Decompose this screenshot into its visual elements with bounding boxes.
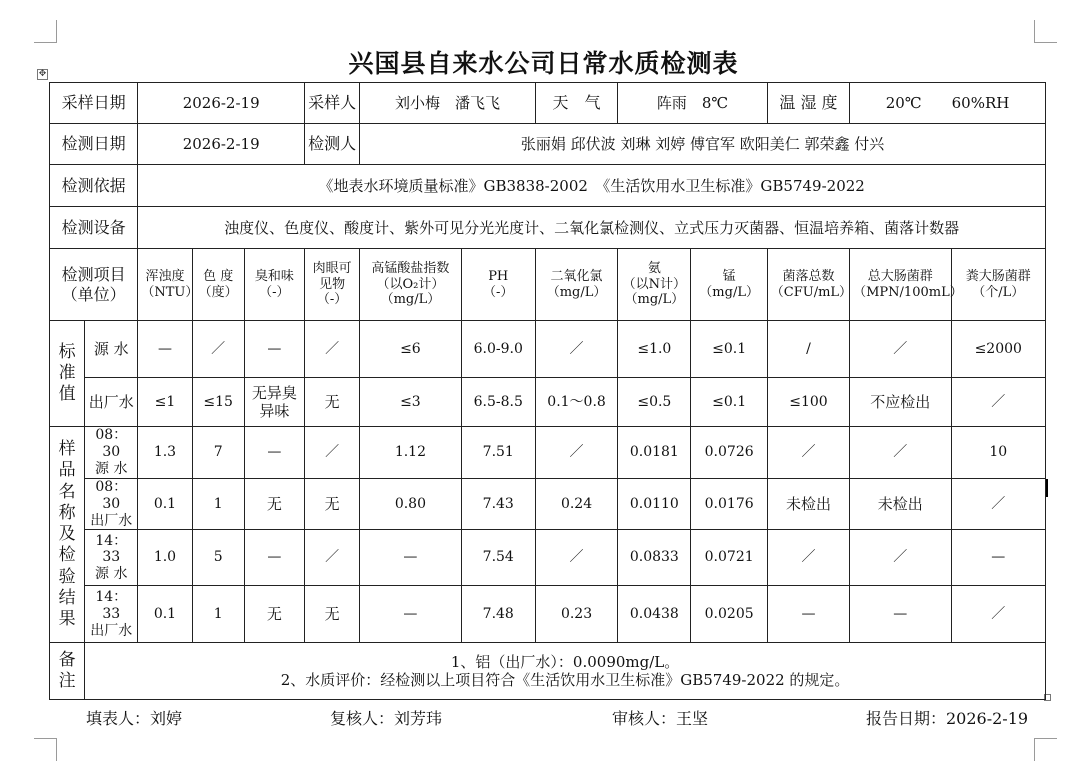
testing-date[interactable]: 2026-2-19 xyxy=(138,124,305,165)
sampling-date-label: 采样日期 xyxy=(50,83,138,124)
page-corner-mark xyxy=(1034,738,1057,761)
header-name-line2: 见物 xyxy=(319,276,346,292)
value-cell[interactable]: 0.0833 xyxy=(618,530,691,586)
value-cell[interactable]: 0.1 xyxy=(138,479,192,530)
header-name: PH xyxy=(488,268,509,284)
value-cell[interactable]: ／ xyxy=(850,427,951,479)
sample-label xyxy=(85,530,138,586)
header-name: 氨 xyxy=(647,261,661,277)
samples-group-text: 样品名称及检验结果 xyxy=(58,439,76,630)
tester-label: 检测人 xyxy=(304,124,359,165)
value-cell[interactable]: 7.51 xyxy=(461,427,535,479)
header-name: 肉眼可 xyxy=(312,261,352,277)
header-name: 锰 xyxy=(722,268,736,284)
value-cell[interactable]: ≤1 xyxy=(138,378,192,427)
row-label: 源 水 xyxy=(85,321,138,378)
sample-row xyxy=(50,530,1046,586)
value-cell[interactable]: 0.0721 xyxy=(691,530,767,586)
value-cell[interactable]: ≤3 xyxy=(360,378,461,427)
note-line-1: 1、铝（出厂水）：0.0090mg/L。 xyxy=(450,653,680,672)
value-cell[interactable]: ／ xyxy=(951,479,1046,530)
filler-signature[interactable]: 填表人：刘婷 xyxy=(86,709,183,728)
basis-text[interactable]: 《地表水环境质量标准》GB3838-2002 《生活饮用水卫生标准》GB5749-2022 xyxy=(138,165,1046,207)
header-unit: （mg/L） xyxy=(699,284,759,300)
value-cell[interactable]: — xyxy=(767,586,849,643)
value-cell[interactable]: 无 xyxy=(244,586,304,643)
header-name: 二氧化氯 xyxy=(550,268,603,284)
standard-row-finished xyxy=(50,378,1046,427)
value-cell[interactable]: 无 xyxy=(244,479,304,530)
value-cell[interactable]: ／ xyxy=(951,378,1046,427)
sample-row xyxy=(50,586,1046,643)
reviewer-signature[interactable]: 复核人：刘芳玮 xyxy=(330,709,443,728)
sampler-label: 采样人 xyxy=(304,83,359,124)
sample-type: 出厂水 xyxy=(90,622,133,639)
value-cell[interactable]: 1 xyxy=(192,479,244,530)
header-color xyxy=(192,249,244,321)
approver-signature[interactable]: 审核人：王坚 xyxy=(612,709,709,728)
value-cell[interactable]: ≤6 xyxy=(360,321,461,378)
value-cell[interactable]: 无异臭异味 xyxy=(244,378,304,427)
items-header-label-line2: （单位） xyxy=(61,284,126,304)
value-cell[interactable]: — xyxy=(138,321,192,378)
value-cell[interactable]: 0.1 xyxy=(138,586,192,643)
value-cell[interactable]: ／ xyxy=(850,530,951,586)
header-name: 菌落总数 xyxy=(782,268,835,284)
page-corner-mark xyxy=(34,738,57,761)
report-date[interactable]: 报告日期：2026-2-19 xyxy=(866,709,1029,728)
value-cell[interactable]: ／ xyxy=(767,427,849,479)
header-unit: （个/L） xyxy=(972,284,1025,300)
value-cell[interactable]: — xyxy=(360,530,461,586)
sample-type: 源 水 xyxy=(95,460,128,477)
value-cell[interactable]: / xyxy=(767,321,849,378)
page-corner-mark xyxy=(34,20,57,43)
value-cell[interactable]: — xyxy=(360,586,461,643)
header-fecal-coliform xyxy=(951,249,1046,321)
sampling-date[interactable]: 2026-2-19 xyxy=(138,83,305,124)
basis-row xyxy=(50,165,1046,207)
sample-time: 08：30 xyxy=(95,479,128,512)
header-turbidity xyxy=(138,249,199,321)
notes-content[interactable] xyxy=(85,643,1046,700)
water-quality-table xyxy=(49,82,1046,700)
value-cell[interactable]: ≤0.5 xyxy=(618,378,691,427)
standard-row-source xyxy=(50,321,1046,378)
weather-value[interactable]: 阵雨 8℃ xyxy=(618,83,768,124)
header-permanganate-index xyxy=(360,249,461,321)
sample-label xyxy=(85,479,138,530)
note-line-2: 2、水质评价：经检测以上项目符合《生活饮用水卫生标准》GB5749-2022 的规定。 xyxy=(280,671,850,690)
items-header-row xyxy=(50,249,1046,321)
value-cell[interactable]: 0.80 xyxy=(360,479,461,530)
value-cell[interactable]: 0.0205 xyxy=(691,586,767,643)
value-cell[interactable]: 0.0181 xyxy=(618,427,691,479)
testing-row xyxy=(50,124,1046,165)
equipment-text[interactable]: 浊度仪、色度仪、酸度计、紫外可见分光光度计、二氧化氯检测仪、立式压力灭菌器、恒温培养箱、菌落计数器 xyxy=(138,207,1046,249)
value-cell[interactable]: ／ xyxy=(535,321,617,378)
value-cell[interactable]: 1.12 xyxy=(360,427,461,479)
header-name: 浑浊度 xyxy=(145,268,185,284)
testers[interactable]: 张丽娟 邱伏波 刘琳 刘婷 傅官军 欧阳美仁 郭荣鑫 付兴 xyxy=(360,124,1046,165)
value-cell[interactable]: 7.43 xyxy=(461,479,535,530)
value-cell[interactable]: 0.0438 xyxy=(618,586,691,643)
standards-group-text: 标准值 xyxy=(58,341,76,405)
value-cell[interactable]: 1 xyxy=(192,586,244,643)
value-cell[interactable]: ／ xyxy=(767,530,849,586)
header-odor-taste xyxy=(244,249,304,321)
value-cell[interactable]: 无 xyxy=(304,378,359,427)
header-name: 高锰酸盐指数 xyxy=(371,261,450,277)
header-unit: （-） xyxy=(316,292,348,308)
text-cursor xyxy=(1046,479,1048,497)
value-cell[interactable]: — xyxy=(244,530,304,586)
value-cell[interactable]: 7 xyxy=(192,427,244,479)
temp-humidity-label: 温 湿 度 xyxy=(767,83,849,124)
value-cell[interactable]: 不应检出 xyxy=(850,378,951,427)
items-header-label-line1: 检测项目 xyxy=(61,265,126,285)
samples-group-label xyxy=(50,427,85,643)
value-cell[interactable]: 6.5-8.5 xyxy=(461,378,535,427)
value-cell[interactable]: 0.0176 xyxy=(691,479,767,530)
value-cell[interactable]: 5 xyxy=(192,530,244,586)
value-cell[interactable]: 未检出 xyxy=(850,479,951,530)
page-corner-mark xyxy=(1034,20,1057,43)
header-total-coliform xyxy=(850,249,963,321)
sample-label xyxy=(85,586,138,643)
header-unit: （-） xyxy=(483,284,514,300)
document-title: 兴国县自来水公司日常水质检测表 xyxy=(348,49,739,78)
header-unit: （mg/L） xyxy=(380,292,441,308)
sample-row xyxy=(50,479,1046,530)
notes-row xyxy=(50,643,1046,700)
header-colony-count xyxy=(767,249,853,321)
value-cell[interactable]: ／ xyxy=(535,530,617,586)
header-ammonia xyxy=(618,249,691,321)
header-visible-matter xyxy=(304,249,359,321)
sample-row xyxy=(50,427,1046,479)
header-name-line2: （以N计） xyxy=(622,276,687,292)
value-cell[interactable]: ／ xyxy=(304,321,359,378)
value-cell[interactable]: ≤100 xyxy=(767,378,849,427)
equipment-row xyxy=(50,207,1046,249)
header-unit: （MPN/100mL） xyxy=(853,284,963,300)
header-name: 粪大肠菌群 xyxy=(965,268,1031,284)
value-cell[interactable]: 0.0110 xyxy=(618,479,691,530)
value-cell[interactable]: 1.3 xyxy=(138,427,192,479)
value-cell[interactable]: — xyxy=(951,530,1046,586)
header-unit: （mg/L） xyxy=(624,292,685,308)
value-cell[interactable]: 7.48 xyxy=(461,586,535,643)
value-cell[interactable]: ／ xyxy=(192,321,244,378)
sample-type: 出厂水 xyxy=(90,512,133,529)
temp-humidity-value[interactable]: 20℃ 60%RH xyxy=(850,83,1046,124)
sample-time: 14：33 xyxy=(95,589,128,622)
equipment-label: 检测设备 xyxy=(50,207,138,249)
value-cell[interactable]: 未检出 xyxy=(767,479,849,530)
header-unit: （-） xyxy=(259,284,290,300)
value-cell[interactable]: 0.24 xyxy=(535,479,617,530)
standards-group-label xyxy=(50,321,85,427)
value-cell[interactable]: ／ xyxy=(304,427,359,479)
value-cell[interactable]: ≤15 xyxy=(192,378,244,427)
sample-time: 08：30 xyxy=(95,427,128,461)
notes-label: 备注 xyxy=(58,650,76,692)
header-manganese xyxy=(691,249,767,321)
header-chlorine-dioxide xyxy=(535,249,617,321)
value-cell[interactable]: 7.54 xyxy=(461,530,535,586)
header-unit: （度） xyxy=(198,284,238,300)
value-cell[interactable]: 1.0 xyxy=(138,530,192,586)
row-label: 出厂水 xyxy=(85,378,138,427)
value-cell[interactable]: ≤0.1 xyxy=(691,321,767,378)
value-cell[interactable]: 6.0-9.0 xyxy=(461,321,535,378)
testing-date-label: 检测日期 xyxy=(50,124,138,165)
header-ph xyxy=(461,249,535,321)
value-cell[interactable]: ≤2000 xyxy=(951,321,1046,378)
header-unit: （NTU） xyxy=(141,284,199,300)
value-cell[interactable]: ≤0.1 xyxy=(691,378,767,427)
value-cell[interactable]: 无 xyxy=(304,479,359,530)
sample-type: 源 水 xyxy=(95,566,128,583)
weather-label: 天 气 xyxy=(535,83,617,124)
header-name: 总大肠菌群 xyxy=(867,268,933,284)
value-cell[interactable]: ／ xyxy=(535,427,617,479)
value-cell[interactable]: — xyxy=(850,586,951,643)
header-name: 色 度 xyxy=(203,268,234,284)
value-cell[interactable]: 0.0726 xyxy=(691,427,767,479)
basis-label: 检测依据 xyxy=(50,165,138,207)
sampling-row xyxy=(50,83,1046,124)
value-cell[interactable]: 10 xyxy=(951,427,1046,479)
sample-label xyxy=(85,427,138,479)
value-cell[interactable]: ≤1.0 xyxy=(618,321,691,378)
value-cell[interactable]: — xyxy=(244,427,304,479)
value-cell[interactable]: 0.23 xyxy=(535,586,617,643)
header-name: 臭和味 xyxy=(254,268,294,284)
samplers[interactable]: 刘小梅 潘飞飞 xyxy=(360,83,536,124)
sample-time: 14：33 xyxy=(95,532,128,566)
value-cell[interactable]: ／ xyxy=(304,530,359,586)
header-name-line2: （以O₂计） xyxy=(376,276,445,292)
table-move-handle-icon[interactable]: ✥ xyxy=(38,69,47,79)
value-cell[interactable]: — xyxy=(244,321,304,378)
notes-label-cell xyxy=(50,643,85,700)
value-cell[interactable]: ／ xyxy=(951,586,1046,643)
value-cell[interactable]: 0.1～0.8 xyxy=(535,378,617,427)
header-unit: （mg/L） xyxy=(546,284,607,300)
value-cell[interactable]: 无 xyxy=(304,586,359,643)
header-unit: （CFU/mL） xyxy=(770,284,853,300)
items-header-label xyxy=(50,249,138,321)
value-cell[interactable]: ／ xyxy=(850,321,951,378)
